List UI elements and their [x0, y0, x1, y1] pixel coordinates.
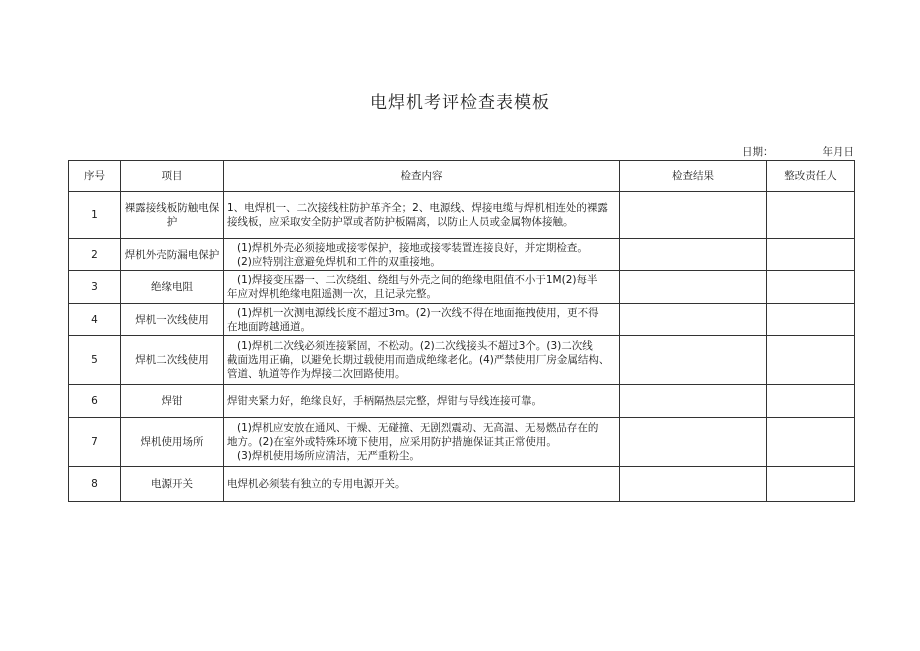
row-number: 8: [69, 467, 121, 502]
row-content: [224, 385, 620, 418]
row-item: 绝缘电阻: [121, 271, 224, 304]
content-line: (2)应特别注意避免焊机和工件的双重接地。: [237, 255, 441, 268]
header-content: 检查内容: [224, 161, 620, 192]
content-line: 地方。(2)在室外或特殊环境下使用，应采用防护措施保证其正常使用。: [227, 436, 557, 448]
document-title: 电焊机考评检查表模板: [370, 93, 550, 113]
row-item: 焊机使用场所: [121, 418, 224, 467]
header-item: 项目: [121, 161, 224, 192]
row-result[interactable]: [620, 467, 767, 502]
header-responsible: 整改责任人: [767, 161, 855, 192]
content-line: 年应对焊机绝缘电阻遥测一次，且记录完整。: [227, 288, 437, 300]
date-label: 日期：: [742, 146, 774, 158]
row-content: [224, 304, 620, 336]
table-row: [69, 239, 855, 271]
row-content: [224, 192, 620, 239]
table-row: [69, 418, 855, 467]
row-number: 1: [69, 192, 121, 239]
row-item: 裸露接线板防触电保护: [121, 192, 224, 239]
row-responsible[interactable]: [767, 467, 855, 502]
row-number: 6: [69, 385, 121, 418]
header-result: 检查结果: [620, 161, 767, 192]
table-row: [69, 192, 855, 239]
row-result[interactable]: [620, 336, 767, 385]
row-responsible[interactable]: [767, 192, 855, 239]
row-number: 7: [69, 418, 121, 467]
content-line: (1)焊接变压器一、二次绕组、绕组与外壳之间的绝缘电阻值不小于1M(2)每半: [237, 274, 598, 286]
row-number: 2: [69, 239, 121, 271]
date-value: 年月日: [822, 146, 854, 158]
row-result[interactable]: [620, 418, 767, 467]
content-line: 焊钳夹紧力好，绝缘良好，手柄隔热层完整，焊钳与导线连接可靠。: [227, 395, 542, 407]
row-responsible[interactable]: [767, 271, 855, 304]
row-responsible[interactable]: [767, 239, 855, 271]
content-line: (3)焊机使用场所应清洁，无严重粉尘。: [237, 450, 420, 462]
content-line: (1)焊机二次线必须连接紧固，不松动。(2)二次线接头不超过3个。(3)二次线: [237, 340, 593, 352]
table-header-row: [69, 161, 855, 192]
inspection-table: [68, 160, 855, 502]
content-line: 管道、轨道等作为焊接二次回路使用。: [227, 368, 406, 380]
header-no: 序号: [69, 161, 121, 192]
content-line: 1、电焊机一、二次接线柱防护革齐全；2、电源线、焊接电缆与焊机相连处的裸露: [227, 202, 608, 214]
row-number: 5: [69, 336, 121, 385]
content-line: (1)焊机一次测电源线长度不超过3m。(2)一次线不得在地面拖拽使用，更不得: [237, 306, 599, 319]
row-content: [224, 336, 620, 385]
table-row: [69, 304, 855, 336]
table-row: [69, 336, 855, 385]
row-responsible[interactable]: [767, 304, 855, 336]
row-result[interactable]: [620, 192, 767, 239]
table-row: [69, 467, 855, 502]
row-number: 4: [69, 304, 121, 336]
content-line: 截面选用正确，以避免长期过载使用而造成绝缘老化。(4)严禁使用厂房金属结构、: [227, 354, 610, 366]
row-result[interactable]: [620, 385, 767, 418]
row-content: [224, 418, 620, 467]
content-line: (1)焊机外壳必须接地或接零保护，接地或接零装置连接良好，并定期检查。: [237, 241, 588, 254]
row-content: [224, 271, 620, 304]
row-content: [224, 239, 620, 271]
row-content: [224, 467, 620, 502]
row-item: 电源开关: [121, 467, 224, 502]
row-responsible[interactable]: [767, 336, 855, 385]
content-line: 电焊机必须装有独立的专用电源开关。: [227, 478, 406, 490]
row-result[interactable]: [620, 239, 767, 271]
row-number: 3: [69, 271, 121, 304]
table-row: [69, 385, 855, 418]
row-item: 焊钳: [121, 385, 224, 418]
row-item: 焊机二次线使用: [121, 336, 224, 385]
row-result[interactable]: [620, 304, 767, 336]
row-responsible[interactable]: [767, 418, 855, 467]
row-responsible[interactable]: [767, 385, 855, 418]
content-line: 接线板，应采取安全防护罩或者防护板隔离，以防止人员或金属物体接触。: [227, 216, 574, 228]
content-line: (1)焊机应安放在通风、干燥、无碰撞、无剧烈震动、无高温、无易燃品存在的: [237, 422, 599, 434]
table-row: [69, 271, 855, 304]
row-result[interactable]: [620, 271, 767, 304]
content-line: 在地面跨越通道。: [227, 320, 311, 333]
row-item: 焊机一次线使用: [121, 304, 224, 336]
row-item: 焊机外壳防漏电保护: [121, 239, 224, 271]
